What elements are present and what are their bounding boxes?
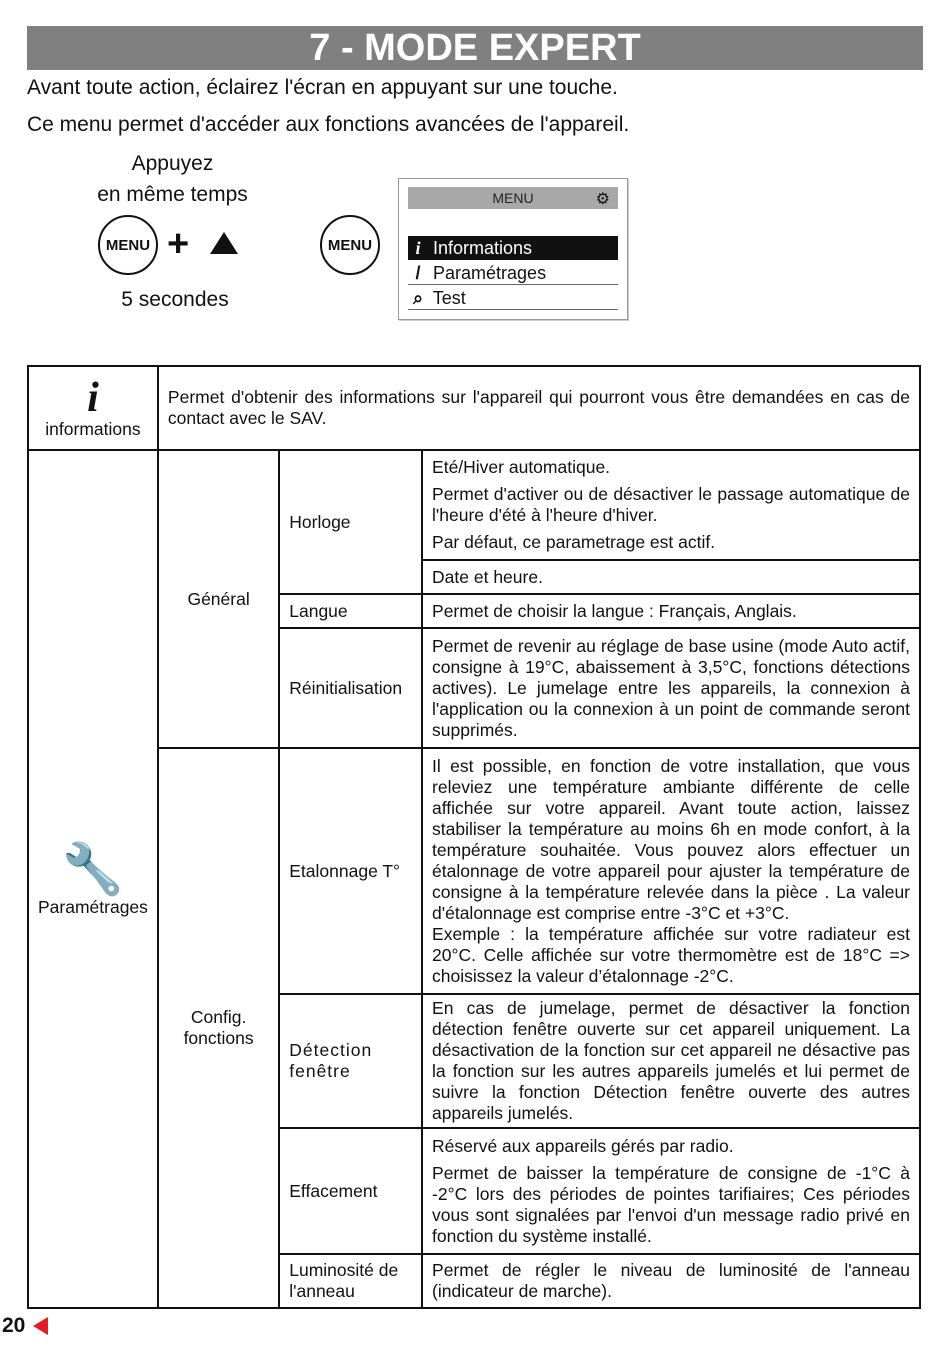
magnifier-icon: ⌕ — [412, 288, 424, 308]
menu-button-2: MENU — [320, 215, 380, 275]
informations-desc — [158, 366, 920, 450]
row-name-langue: Langue — [279, 594, 422, 628]
screen-header — [408, 187, 618, 209]
row-desc-detection: En cas de jumelage, permet de désactiver la fonction détection fenêtre ouverte sur cet appareil uniquement. La désactivation de la fonction sur cet appareil ne désactive pas la fonction sur les autres appareils jumelés et lui permet de suivre la fonction Détection fenêtre ouverte des autres appareils jumelés. — [422, 994, 920, 1128]
table-row — [28, 366, 920, 450]
wrench-icon: 🔧 — [61, 840, 125, 897]
row-name-reinitialisation: Réinitialisation — [279, 628, 422, 748]
screen-header-label: MENU — [492, 190, 534, 206]
press-line-1: Appuyez — [131, 152, 214, 175]
row-name-etalonnage: Etalonnage T° — [279, 748, 422, 994]
intro-line-1: Avant toute action, éclairez l'écran en appuyant sur une touche. — [27, 76, 618, 99]
row-desc-etalonnage — [422, 748, 920, 994]
desc-paragraph: Permet de baisser la température de consigne de -1°C à -2°C lors des périodes de pointes tarifiaires; Ces périodes vous sont signalées par l'envoi d'un message radio privé en fonction du système installé. — [432, 1162, 910, 1246]
parametrages-cell — [28, 450, 158, 1308]
row-desc-reinitialisation: Permet de revenir au réglage de base usine (mode Auto actif, consigne à 19°C, abaissement à 3,5°C, fonctions détections actives). Le jumelage entre les appareils, la connexion à l'application ou la connexion à un point de commande seront supprimés. — [422, 628, 920, 748]
press-instruction — [60, 148, 285, 210]
press-line-2: en même temps — [97, 183, 248, 206]
informations-cell — [28, 366, 158, 450]
expert-mode-table — [27, 365, 921, 1309]
menu-button: MENU — [98, 215, 158, 275]
up-arrow-button-icon — [210, 232, 238, 254]
row-desc-langue: Permet de choisir la langue : Français, Anglais. — [422, 594, 920, 628]
row-desc-horloge — [422, 450, 920, 560]
table-row — [28, 450, 920, 560]
left-arrow-icon — [33, 1317, 48, 1335]
parametrages-label: Paramétrages — [38, 896, 148, 917]
row-desc-luminosite: Permet de régler le niveau de luminosité de l'anneau (indicateur de marche). — [422, 1254, 920, 1308]
device-screen — [398, 178, 628, 320]
gear-icon: ⚙ — [595, 191, 610, 208]
row-name-horloge: Horloge — [279, 450, 422, 594]
page-number: 20 — [2, 1314, 26, 1337]
desc-paragraph: Réservé aux appareils gérés par radio. — [432, 1135, 734, 1156]
informations-desc-text: Permet d'obtenir des informations sur l'appareil qui pourront vous être demandées en cas de contact avec le SAV. — [167, 387, 910, 428]
desc-paragraph: Par défaut, ce parametrage est actif. — [432, 532, 716, 552]
intro-line-2: Ce menu permet d'accéder aux fonctions avancées de l'appareil. — [27, 113, 630, 136]
info-icon: i — [415, 238, 421, 258]
informations-label: informations — [45, 418, 141, 439]
row-desc-effacement — [422, 1128, 920, 1254]
desc-paragraph: Il est possible, en fonction de votre installation, que vous releviez une température ambiante différente de celle affichée sur votre appareil. Avant toute action, laissez stabiliser la température au moins 6h en mode confort, à la température souhaitée. Vous pouvez alors effectuer un étalonnage de votre appareil pour ajuster la température de consigne à la température relevée dans la pièce . La valeur d'étalonnage est comprise entre -3°C et +3°C. — [432, 755, 910, 923]
row-name-luminosite: Luminosité de l'anneau — [279, 1254, 422, 1308]
table-row — [28, 748, 920, 994]
screen-item-label: Paramétrages — [433, 263, 547, 283]
screen-item-label: Test — [432, 288, 466, 308]
desc-paragraph: Exemple : la température affichée sur votre radiateur est 20°C. Celle affichée sur votre thermomètre est de 18°C => choisissez la valeur d’étalonnage -2°C. — [432, 923, 910, 986]
duration-label: 5 secondes — [121, 288, 229, 311]
plus-icon: + — [167, 223, 190, 265]
info-icon: i — [87, 374, 99, 421]
row-desc-date: Date et heure. — [422, 560, 920, 594]
screen-item-informations — [408, 236, 618, 260]
desc-paragraph: Eté/Hiver automatique. — [432, 457, 611, 477]
screen-item-parametrages — [408, 261, 618, 285]
page-footer — [2, 1314, 48, 1338]
desc-paragraph: Permet d'activer ou de désactiver le passage automatique de l'heure d'été à l'heure d'hiver. — [432, 484, 910, 525]
row-name-effacement: Effacement — [279, 1128, 422, 1254]
row-name-detection: Détection fenêtre — [279, 994, 422, 1128]
wrench-icon: / — [415, 263, 421, 283]
screen-item-label: Informations — [433, 238, 533, 258]
screen-item-test — [408, 286, 618, 310]
page-title: 7 - MODE EXPERT — [27, 26, 923, 70]
config-cell: Config. fonctions — [158, 748, 279, 1308]
general-cell: Général — [158, 450, 279, 748]
